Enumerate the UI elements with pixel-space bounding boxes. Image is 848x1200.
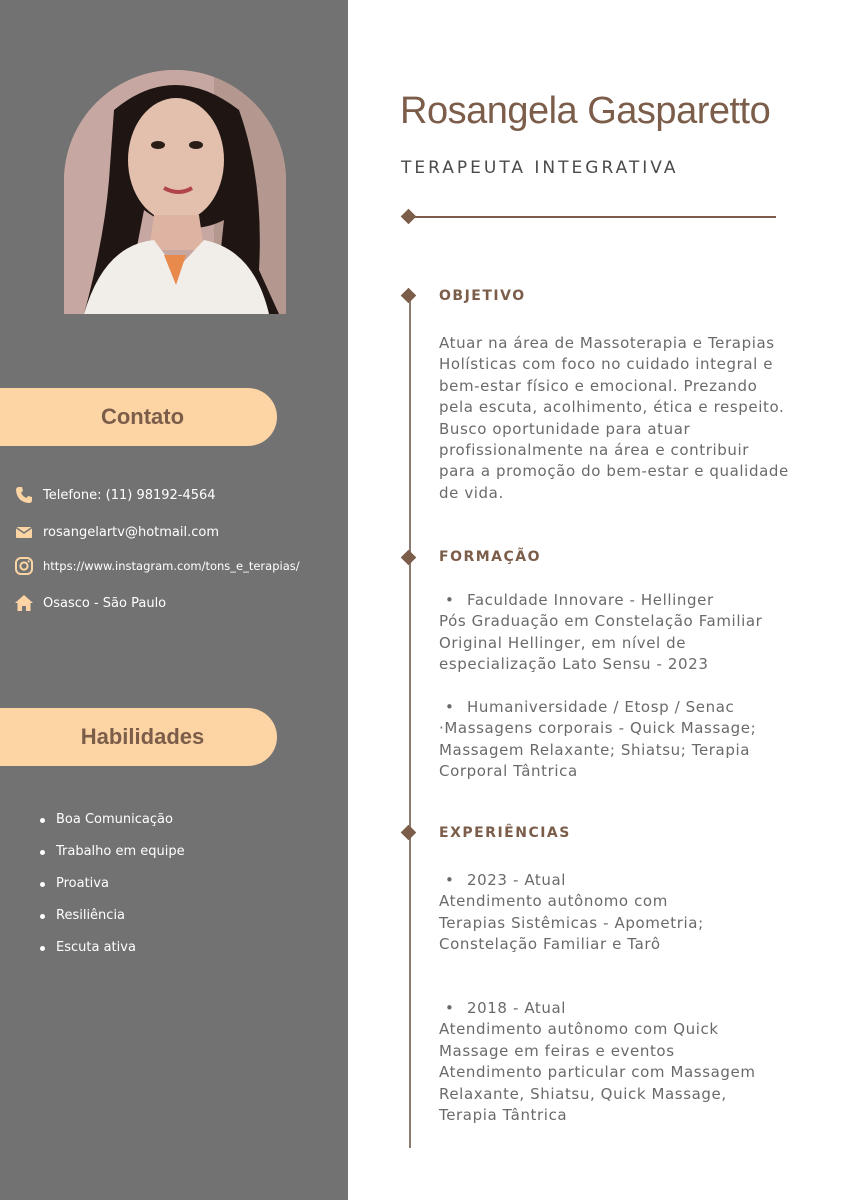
experiencia-item-head: • 2023 - Atual bbox=[439, 870, 739, 891]
formacao-item-head: • Faculdade Innovare - Hellinger bbox=[439, 590, 791, 611]
experiencia-item bbox=[439, 998, 769, 1126]
timeline-line bbox=[409, 296, 411, 1148]
list-item: Proativa bbox=[40, 876, 185, 908]
contact-location-text: Osasco - São Paulo bbox=[43, 595, 167, 611]
skills-list bbox=[40, 812, 185, 972]
objetivo-diamond bbox=[401, 288, 417, 304]
formacao-title: FORMAÇÃO bbox=[439, 549, 542, 565]
experiencias-diamond bbox=[401, 825, 417, 841]
sidebar bbox=[0, 0, 348, 1200]
objetivo-title: OBJETIVO bbox=[439, 288, 526, 304]
objetivo-text: Atuar na área de Massoterapia e Terapias Holísticas com foco no cuidado integral e bem-estar físico e emocional. Prezando pela escuta, acolhimento, ética e respeito. Busco oportunidade para atuar profissionalmente na área e contribuir para a promoção do bem-estar e qualidade de vida. bbox=[439, 334, 789, 502]
header-divider bbox=[410, 216, 776, 218]
formacao-item bbox=[439, 697, 791, 783]
contact-instagram-text[interactable]: https://www.instagram.com/tons_e_terapias/ bbox=[43, 559, 300, 573]
contact-email[interactable] bbox=[14, 522, 219, 542]
experiencia-item bbox=[439, 870, 739, 956]
contact-phone bbox=[14, 485, 216, 505]
profile-photo bbox=[64, 70, 286, 314]
list-item: Boa Comunicação bbox=[40, 812, 185, 844]
formacao-item-head: • Humaniversidade / Etosp / Senac bbox=[439, 697, 791, 718]
formacao-diamond bbox=[401, 550, 417, 566]
experiencia-item-body: Atendimento autônomo com Quick Massage em feiras e eventos Atendimento particular com Massagem Relaxante, Shiatsu, Quick Massage, Terapia Tântrica bbox=[439, 1020, 756, 1125]
formacao-item bbox=[439, 590, 791, 676]
skills-section-header bbox=[0, 708, 277, 766]
contact-phone-text: Telefone: (11) 98192-4564 bbox=[43, 487, 216, 503]
contact-location bbox=[14, 593, 166, 613]
experiencia-item-head: • 2018 - Atual bbox=[439, 998, 769, 1019]
phone-icon bbox=[14, 485, 34, 505]
page-title: Rosangela Gasparetto bbox=[400, 90, 771, 132]
skills-title: Habilidades bbox=[80, 724, 205, 749]
contact-instagram[interactable] bbox=[14, 556, 300, 576]
list-item: Trabalho em equipe bbox=[40, 844, 185, 876]
contact-section-header bbox=[0, 388, 277, 446]
experiencia-item-body: Atendimento autônomo com Terapias Sistêmicas - Apometria; Constelação Familiar e Tarô bbox=[439, 892, 704, 954]
mail-icon bbox=[14, 522, 34, 542]
contact-email-text[interactable]: rosangelartv@hotmail.com bbox=[43, 524, 219, 540]
list-item: Escuta ativa bbox=[40, 940, 185, 972]
contact-title: Contato bbox=[100, 404, 185, 429]
job-title: TERAPEUTA INTEGRATIVA bbox=[401, 158, 679, 178]
instagram-icon bbox=[14, 556, 34, 576]
list-item: Resiliência bbox=[40, 908, 185, 940]
experiencias-title: EXPERIÊNCIAS bbox=[439, 825, 571, 841]
formacao-item-body: ·Massagens corporais - Quick Massage; Massagem Relaxante; Shiatsu; Terapia Corporal Tântrica bbox=[439, 719, 757, 781]
formacao-item-body: Pós Graduação em Constelação Familiar Original Hellinger, em nível de especialização Lato Sensu - 2023 bbox=[439, 612, 763, 674]
home-icon bbox=[14, 593, 34, 613]
